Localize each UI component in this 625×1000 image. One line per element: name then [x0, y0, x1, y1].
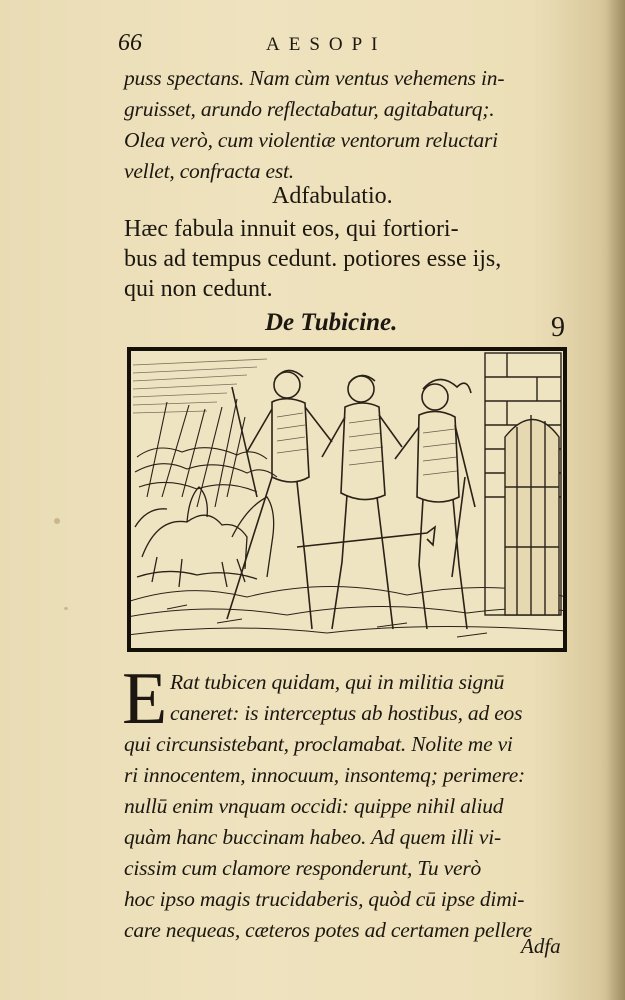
text-line: ri innocentem, innocuum, insontemq; perimere:	[124, 763, 526, 787]
text-line: nullū enim vnquam occidi: quippe nihil aliud	[124, 794, 504, 818]
text-line: qui non cedunt.	[124, 276, 273, 302]
text-line: gruisset, arundo reflectabatur, agitabaturq;.	[124, 97, 495, 121]
woodcut-illustration	[127, 347, 567, 652]
drop-cap: E	[122, 658, 168, 740]
text-line: quàm hanc buccinam habeo. Ad quem illi vi-	[124, 825, 501, 849]
text-line: Hæc fabula innuit eos, qui fortiori-	[124, 216, 459, 242]
page-number: 66	[118, 30, 142, 56]
text-line: bus ad tempus cedunt. potiores esse ijs,	[124, 246, 502, 272]
text-line: Rat tubicen quidam, qui in militia signū	[170, 670, 505, 694]
page-header	[118, 30, 538, 60]
fable-number: 9	[551, 312, 565, 343]
page-edge-shadow	[607, 0, 625, 1000]
text-line: caneret: is interceptus ab hostibus, ad eos	[170, 701, 523, 725]
text-line: hoc ipso magis trucidaberis, quòd cū ipse dimi-	[124, 887, 525, 911]
text-line: Olea verò, cum violentiæ ventorum reluctari	[124, 128, 498, 152]
fable-title: De Tubicine.	[265, 309, 398, 336]
text-line: cissim cum clamore responderunt, Tu verò	[124, 856, 482, 880]
running-head: AESOPI	[266, 34, 387, 55]
catchword: Adfa	[521, 934, 561, 958]
foxing-spot	[54, 518, 60, 524]
moral-heading: Adfabulatio.	[272, 183, 393, 209]
text-line: vellet, confracta est.	[124, 159, 294, 183]
text-line: care nequeas, cæteros potes ad certamen pellere	[124, 918, 532, 942]
text-line: puss spectans. Nam cùm ventus vehemens in-	[124, 66, 505, 90]
foxing-spot	[64, 607, 68, 610]
text-line: qui circunsistebant, proclamabat. Nolite me vi	[124, 732, 513, 756]
